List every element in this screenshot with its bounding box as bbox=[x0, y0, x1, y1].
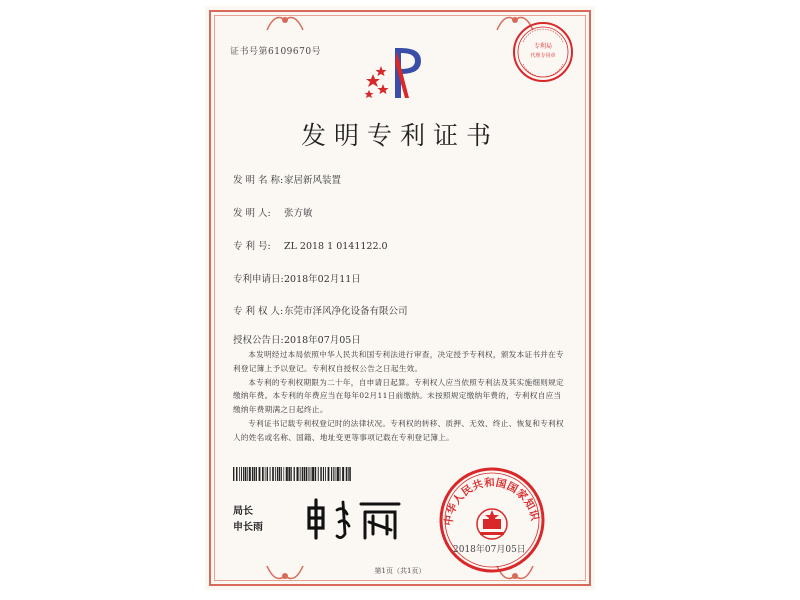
field-value: 2018年02月11日 bbox=[284, 274, 361, 285]
field-invention-name bbox=[233, 172, 341, 186]
certificate-body-text bbox=[233, 348, 569, 445]
field-value: 家居新风装置 bbox=[284, 175, 342, 186]
body-paragraph: 专利证书记载专利权登记时的法律状况。专利权的转移、质押、无效、终止、恢复和专利权人的姓名或名称、国籍、地址变更等事项记载在专利登记簿上。 bbox=[233, 418, 564, 442]
field-grant-date bbox=[233, 332, 361, 346]
field-label: 授权公告日: bbox=[233, 335, 284, 346]
patent-office-logo-icon bbox=[365, 44, 427, 102]
signer-title: 局长 bbox=[233, 506, 253, 517]
svg-text:专利局: 专利局 bbox=[533, 43, 553, 50]
body-paragraph: 本专利的专利权期限为二十年，自申请日起算。专利权人应当依照专利法及其实施细则规定缴纳年费。本专利的年费应当在每年02月11日前缴纳。未按照规定缴纳年费的，专利权自应当缴纳年费期满之日起终止。 bbox=[233, 377, 564, 415]
certificate-number: 证书号第6109670号 bbox=[230, 47, 322, 57]
field-label: 专 利 权 人: bbox=[233, 306, 284, 317]
body-paragraph: 本发明经过本局依照中华人民共和国专利法进行审查，决定授予专利权，颁发本证书并在专利登记簿上予以登记。专利权自授权公告之日起生效。 bbox=[233, 350, 564, 373]
field-value: 东莞市泽风净化设备有限公司 bbox=[284, 306, 408, 317]
svg-text:代理专用章: 代理专用章 bbox=[530, 53, 556, 59]
field-label: 发 明 名 称: bbox=[233, 175, 284, 186]
seal-date: 2018年07月05日 bbox=[453, 545, 526, 555]
field-patentee bbox=[233, 303, 408, 317]
corner-ornament-icon bbox=[265, 10, 305, 32]
field-application-date bbox=[233, 271, 361, 285]
page-number: 第1页（共1页） bbox=[374, 567, 426, 575]
field-label: 专 利 号: bbox=[233, 241, 271, 252]
national-ip-office-seal-icon bbox=[438, 466, 546, 574]
field-value: 张方敏 bbox=[284, 208, 313, 219]
patent-certificate bbox=[205, 6, 595, 590]
field-value: ZL 2018 1 0141122.0 bbox=[284, 241, 388, 252]
field-label: 专利申请日: bbox=[233, 274, 284, 285]
top-official-stamp-icon bbox=[511, 20, 575, 84]
field-inventor bbox=[233, 205, 313, 219]
field-value: 2018年07月05日 bbox=[284, 335, 361, 346]
certificate-title: 发明专利证书 bbox=[300, 121, 499, 150]
handwritten-signature-icon bbox=[303, 494, 413, 544]
signer-block bbox=[233, 504, 263, 536]
field-patent-number bbox=[233, 238, 388, 252]
signer-name: 申长雨 bbox=[233, 522, 263, 533]
barcode-icon bbox=[233, 466, 351, 480]
field-label: 发 明 人: bbox=[233, 208, 271, 219]
seal-arc-text: 中华人民共和国国家知识 bbox=[442, 476, 541, 527]
